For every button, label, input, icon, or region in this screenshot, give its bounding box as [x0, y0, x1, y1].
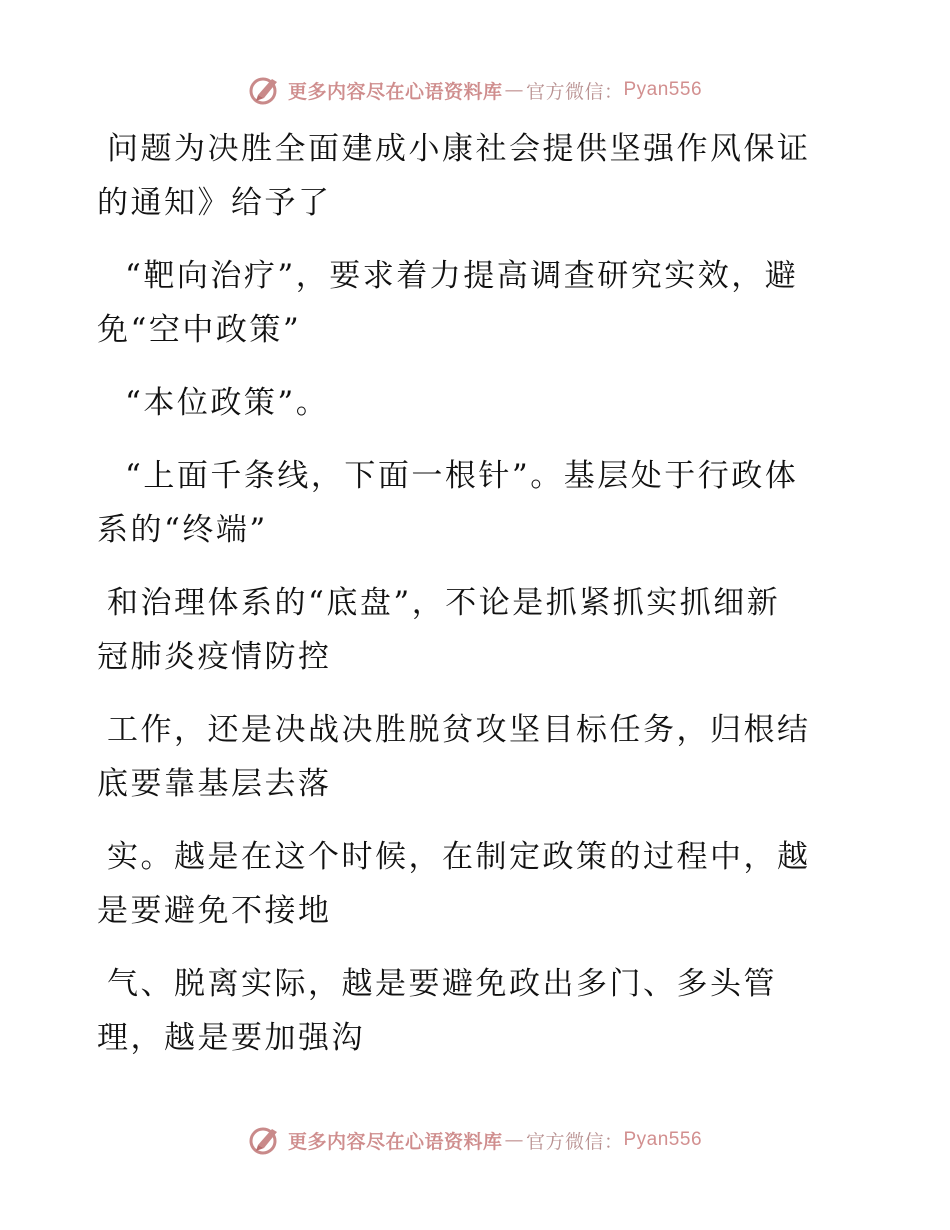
text-line: 实。越是在这个时候，在制定政策的过程中，越 [107, 839, 811, 875]
text-line: “靶向治疗”，要求着力提高调查研究实效，避 [125, 258, 799, 294]
paragraph [97, 249, 837, 357]
text-line: 免“空中政策” [97, 312, 302, 348]
text-line: 底要靠基层去落 [97, 766, 332, 802]
text-line: 冠肺炎疫情防控 [97, 639, 332, 675]
header-watermark [0, 70, 950, 110]
text-line: 系的“终端” [97, 512, 268, 548]
watermark-label: 官方微信： [525, 1130, 624, 1153]
text-line: “上面千条线，下面一根针”。基层处于行政体 [125, 458, 799, 494]
text-line: 是要避免不接地 [97, 893, 332, 929]
paragraph [97, 703, 837, 811]
pen-logo-icon [248, 1123, 282, 1157]
watermark-wechat-id: Pyan556 [623, 1129, 703, 1150]
document-body [97, 122, 837, 1065]
watermark-separator: — [504, 1129, 524, 1151]
watermark-brand: 更多内容尽在心语资料库 [287, 80, 503, 103]
watermark-brand: 更多内容尽在心语资料库 [287, 1130, 503, 1153]
paragraph [97, 376, 837, 430]
footer-watermark [0, 1120, 950, 1160]
paragraph [97, 449, 837, 557]
watermark-label: 官方微信： [525, 80, 624, 103]
pen-logo-icon [248, 73, 282, 107]
paragraph [97, 576, 837, 684]
paragraph [97, 957, 837, 1065]
text-line: 理，越是要加强沟 [97, 1020, 365, 1056]
text-line: 问题为决胜全面建成小康社会提供坚强作风保证 [107, 131, 811, 167]
watermark-wechat-id: Pyan556 [623, 79, 703, 100]
text-line: 的通知》给予了 [97, 185, 332, 221]
watermark-separator: — [504, 79, 524, 101]
text-line: 气、脱离实际，越是要避免政出多门、多头管 [107, 966, 777, 1002]
text-line: 和治理体系的“底盘”，不论是抓紧抓实抓细新 [107, 585, 781, 621]
text-line: 工作，还是决战决胜脱贫攻坚目标任务，归根结 [107, 712, 811, 748]
paragraph [97, 122, 837, 230]
text-line: “本位政策”。 [125, 385, 330, 421]
paragraph [97, 830, 837, 938]
